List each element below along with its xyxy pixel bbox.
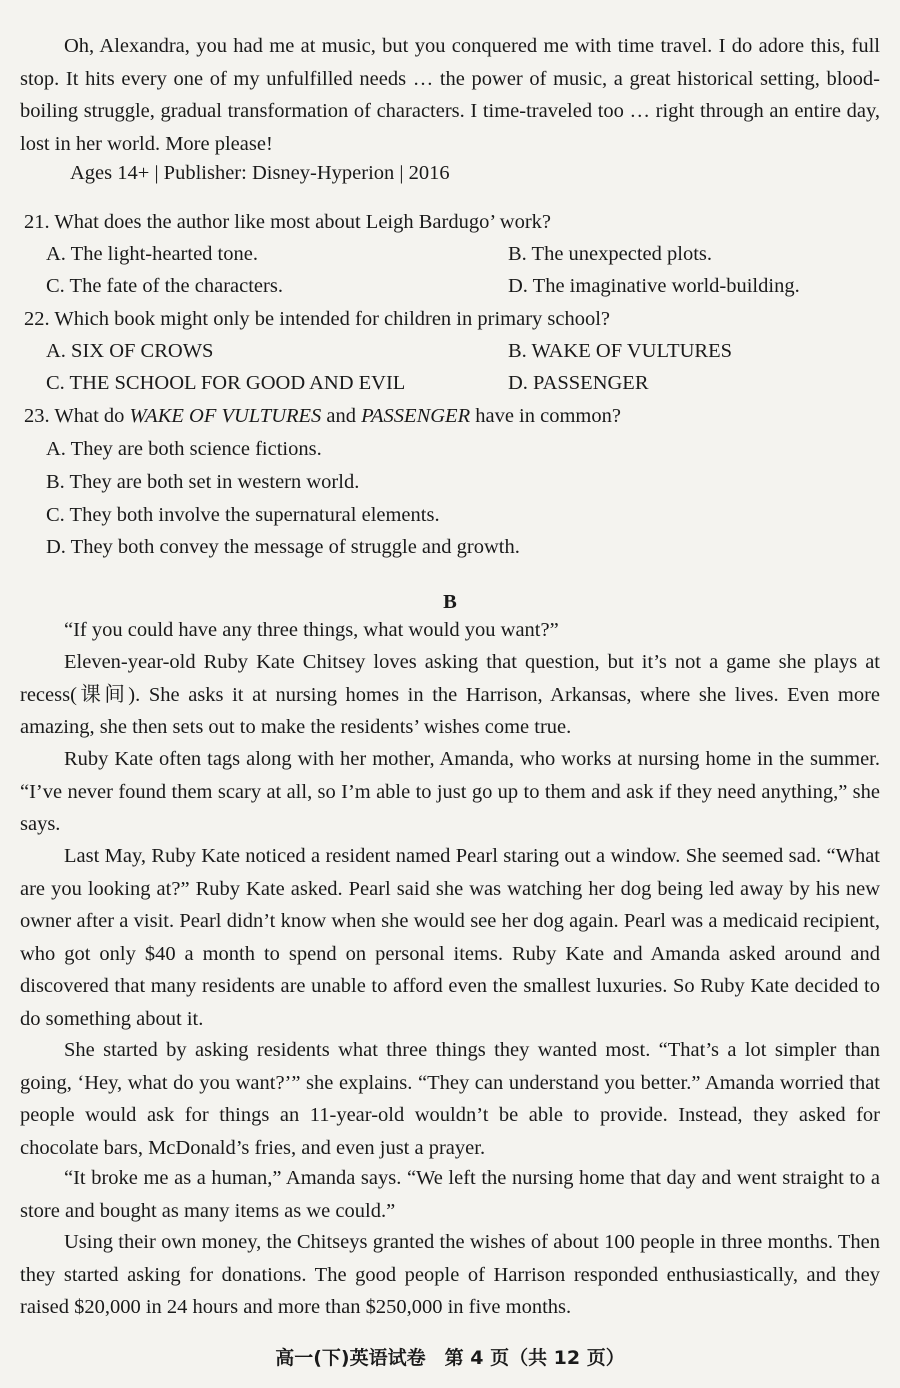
passage-paragraph-7: Using their own money, the Chitseys granted the wishes of about 100 people in three months. Then they started asking for donations. The good people of Harrison responded enthusiastically, and they raised $20,000 in 24 hours and more than $250,000 in five months. <box>20 1231 880 1318</box>
question-23-option-c: C. They both involve the supernatural elements. <box>46 504 440 526</box>
question-23-option-a: A. They are both science fictions. <box>46 438 322 460</box>
passage-paragraph-1: “If you could have any three things, what would you want?” <box>64 619 559 641</box>
review-paragraph: Oh, Alexandra, you had me at music, but you conquered me with time travel. I do adore this, full stop. It hits every one of my unfulfilled needs … the power of music, a great historical setting, blood-boiling struggle, gradual transformation of characters. I time-traveled too … right through an entire day, lost in her world. More please! <box>20 35 880 155</box>
passage-paragraph-6: “It broke me as a human,” Amanda says. “We left the nursing home that day and went straight to a store and bought as many items as we could.” <box>20 1167 880 1222</box>
question-21-option-a: A. The light-hearted tone. <box>46 243 258 265</box>
question-22-option-d: D. PASSENGER <box>508 372 649 394</box>
question-23-stem <box>24 400 621 432</box>
book-title-passenger: PASSENGER <box>361 405 471 427</box>
passage-paragraph-4: Last May, Ruby Kate noticed a resident named Pearl staring out a window. She seemed sad. “What are you looking at?” Ruby Kate asked. Pearl said she was watching her dog being led away by his new owner after a visit. Pearl didn’t know when she would see her dog again. Pearl was a medicaid recipient, who got only $40 a month to spend on personal items. Ruby Kate and Amanda asked around and discovered that many residents are unable to afford even the smallest luxuries. So Ruby Kate decided to do something about it. <box>20 845 880 1030</box>
question-22-option-c: C. THE SCHOOL FOR GOOD AND EVIL <box>46 372 406 394</box>
page-footer: 高一(下)英语试卷 第 4 页（共 12 页） <box>275 1347 625 1369</box>
question-23-option-d: D. They both convey the message of struggle and growth. <box>46 536 520 558</box>
question-21-stem: 21. What does the author like most about Leigh Bardugo’ work? <box>24 211 551 233</box>
passage-paragraph-5: She started by asking residents what three things they wanted most. “That’s a lot simpler than going, ‘Hey, what do you want?’” she explains. “They can understand you better.” Amanda worried that people would ask for things an 11-year-old wouldn’t be able to provide. Instead, they asked for chocolate bars, McDonald’s fries, and even just a prayer. <box>20 1039 880 1159</box>
question-22-option-a: A. SIX OF CROWS <box>46 340 214 362</box>
question-21-option-c: C. The fate of the characters. <box>46 275 283 297</box>
passage-paragraph-2: Eleven-year-old Ruby Kate Chitsey loves asking that question, but it’s not a game she plays at recess(课间). She asks it at nursing homes in the Harrison, Arkansas, where she lives. Even more amazing, she then sets out to make the residents’ wishes come true. <box>20 651 880 738</box>
review-meta: Ages 14+ | Publisher: Disney-Hyperion | 2016 <box>70 162 450 184</box>
question-23-stem-mid: and <box>321 405 362 427</box>
book-title-wake-of-vultures: WAKE OF VULTURES <box>129 405 322 427</box>
section-b-heading: B <box>443 591 457 613</box>
question-23-option-b: B. They are both set in western world. <box>46 471 360 493</box>
question-21-option-b: B. The unexpected plots. <box>508 243 713 265</box>
question-22-option-b: B. WAKE OF VULTURES <box>508 340 733 362</box>
passage-paragraph-3: Ruby Kate often tags along with her mother, Amanda, who works at nursing home in the summer. “I’ve never found them scary at all, so I’m able to just go up to them and ask if they need anything,” she says. <box>20 748 880 835</box>
question-22-stem: 22. Which book might only be intended for children in primary school? <box>24 308 611 330</box>
question-23-stem-prefix: 23. What do <box>24 405 130 427</box>
question-21-option-d: D. The imaginative world-building. <box>508 275 800 297</box>
question-23-stem-suffix: have in common? <box>470 405 621 427</box>
